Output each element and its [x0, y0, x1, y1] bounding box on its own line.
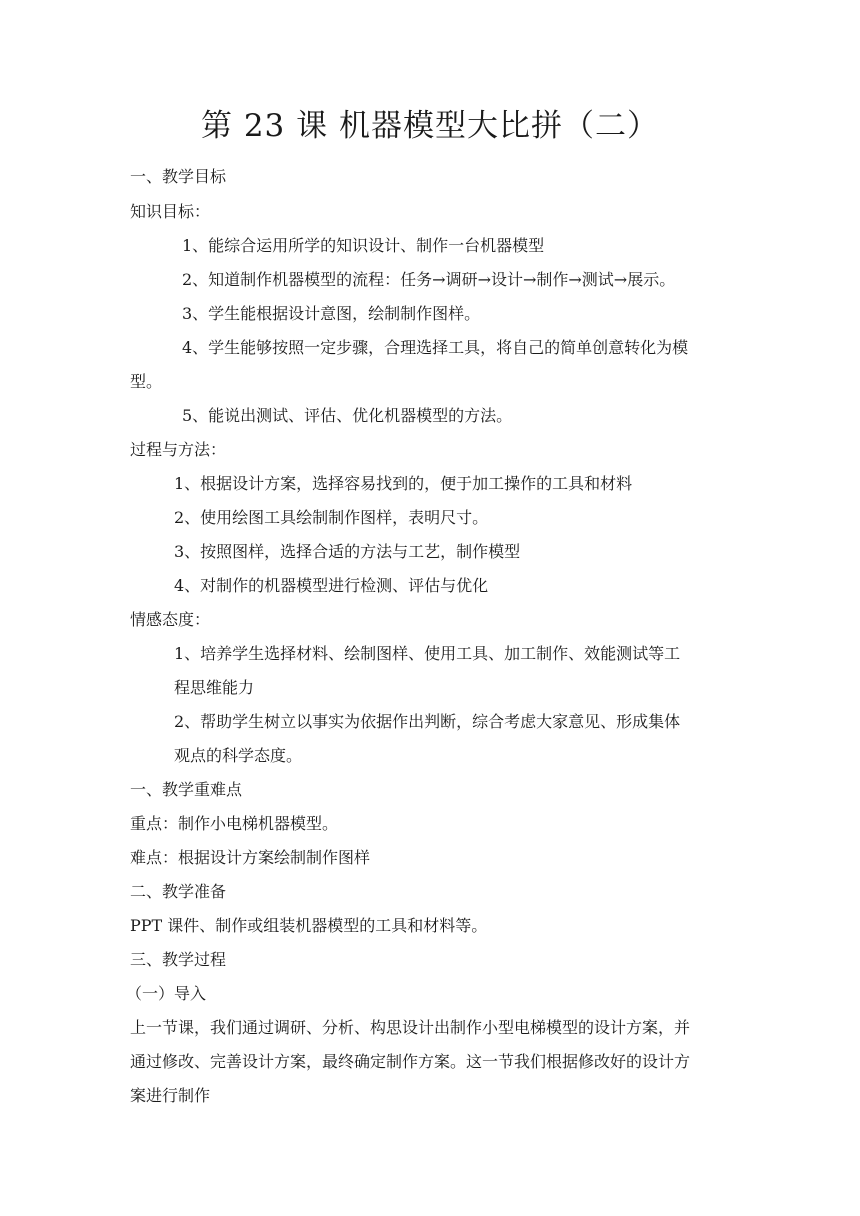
key-point: 重点：制作小电梯机器模型。 [130, 814, 339, 833]
knowledge-item-2: 2、知道制作机器模型的流程：任务→调研→设计→制作→测试→展示。 [182, 270, 676, 289]
subheading-attitude: 情感态度： [130, 610, 211, 629]
lesson-title: 第 23 课 机器模型大比拼（二） [200, 108, 659, 144]
intro-paragraph-line-1: 上一节课，我们通过调研、分析、构思设计出制作小型电梯模型的设计方案，并 [130, 1018, 691, 1037]
knowledge-item-4: 4、学生能够按照一定步骤，合理选择工具，将自己的简单创意转化为模 [182, 338, 689, 357]
subheading-knowledge-objectives: 知识目标： [130, 202, 211, 221]
knowledge-item-5: 5、能说出测试、评估、优化机器模型的方法。 [182, 406, 513, 425]
process-item-1: 1、根据设计方案，选择容易找到的，便于加工操作的工具和材料 [174, 474, 633, 493]
process-item-4: 4、对制作的机器模型进行检测、评估与优化 [174, 576, 489, 595]
subheading-process-methods: 过程与方法： [130, 440, 227, 459]
knowledge-item-3: 3、学生能根据设计意图，绘制制作图样。 [182, 304, 481, 323]
attitude-item-1: 1、培养学生选择材料、绘制图样、使用工具、加工制作、效能测试等工 [174, 644, 681, 663]
attitude-item-1-continued: 程思维能力 [174, 678, 255, 697]
preparation-text: PPT 课件、制作或组装机器模型的工具和材料等。 [130, 916, 488, 935]
knowledge-item-1: 1、能综合运用所学的知识设计、制作一台机器模型 [182, 236, 545, 255]
difficult-point: 难点：根据设计方案绘制制作图样 [130, 848, 371, 867]
attitude-item-2-continued: 观点的科学态度。 [174, 746, 303, 765]
process-item-2: 2、使用绘图工具绘制制作图样，表明尺寸。 [174, 508, 489, 527]
intro-paragraph-line-3: 案进行制作 [130, 1086, 211, 1105]
section-heading-key-points: 一、教学重难点 [130, 780, 243, 799]
knowledge-item-4-continued: 型。 [130, 372, 163, 391]
section-heading-process: 三、教学过程 [130, 950, 227, 969]
subheading-introduction: （一）导入 [126, 984, 207, 1003]
attitude-item-2: 2、帮助学生树立以事实为依据作出判断，综合考虑大家意见、形成集体 [174, 712, 681, 731]
section-heading-objectives: 一、教学目标 [130, 167, 227, 186]
section-heading-preparation: 二、教学准备 [130, 882, 227, 901]
process-item-3: 3、按照图样，选择合适的方法与工艺，制作模型 [174, 542, 521, 561]
intro-paragraph-line-2: 通过修改、完善设计方案，最终确定制作方案。这一节我们根据修改好的设计方 [130, 1052, 691, 1071]
